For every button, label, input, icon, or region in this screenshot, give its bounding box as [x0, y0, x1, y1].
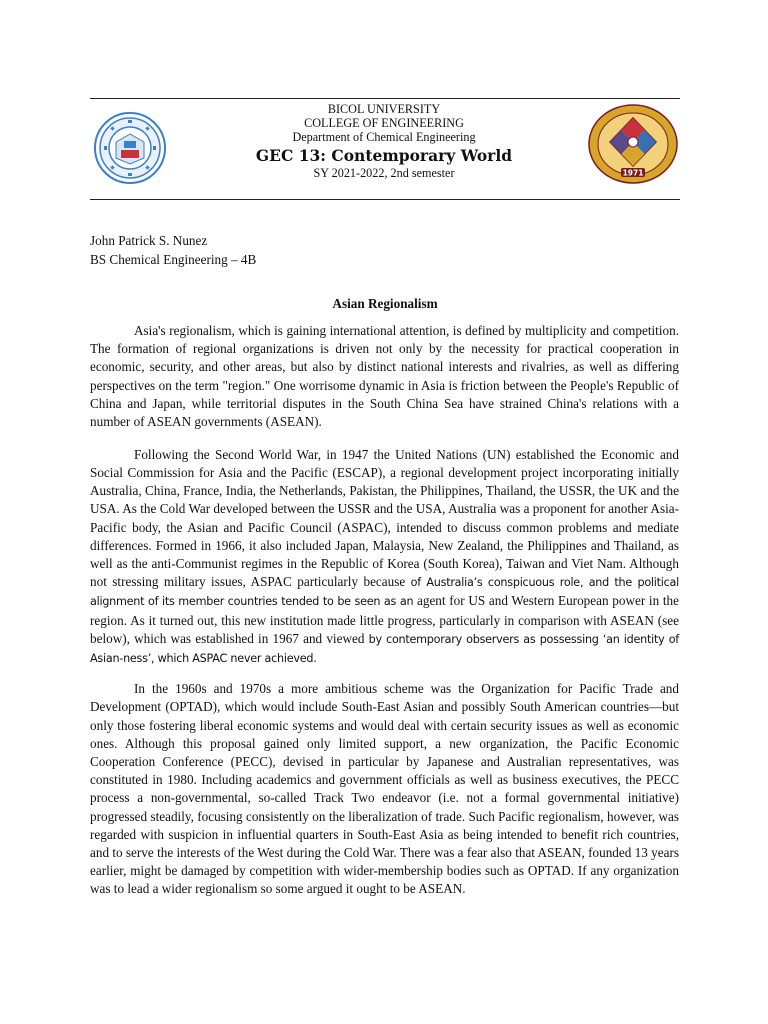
essay-title: Asian Regionalism	[332, 296, 438, 311]
seal-year: 1971	[622, 168, 644, 178]
course-title: GEC 13: Contemporary World	[255, 146, 513, 165]
paragraph-2-part-d: by contemporary observers as possessing ‘an identity of Asian-ness’, which ASPAC never achieved.	[90, 632, 679, 665]
bicol-university-seal-icon	[94, 112, 166, 184]
paragraph-2-part-b: of Australia’s conspicuous role, and the political alignment of its member countries tended to be seen as an	[90, 576, 679, 609]
college-name: COLLEGE OF ENGINEERING	[304, 116, 464, 130]
university-name: BICOL UNIVERSITY	[327, 102, 441, 116]
school-year: SY 2021-2022, 2nd semester	[313, 166, 455, 180]
paragraph-2	[90, 446, 679, 668]
college-of-engineering-seal-icon	[588, 104, 678, 184]
paragraph-1: Asia's regionalism, which is gaining international attention, is defined by multiplicity and competition. The formation of regional organizations is driven not only by the necessity for practical cooperation in economic, security, and other areas, but also by distinct national interests and rivalries, as well as differing perspectives on the term "region." One worrisome dynamic in Asia is friction between the People's Republic of China and Japan, while territorial disputes in the South China Sea have strained China's relations with a number of ASEAN governments (ASEAN).	[90, 323, 679, 430]
header-bottom-rule	[90, 199, 680, 200]
essay-body	[90, 322, 679, 913]
paragraph-3: In the 1960s and 1970s a more ambitious scheme was the Organization for Pacific Trade and Development (OPTAD), which would include South-East Asian and possibly South American countries—but only those fostering liberal economic systems and would deal with certain security issues as well as economic ones. Although this proposal gained only limited support, a new organization, the Pacific Economic Cooperation Conference (PECC), devised in particular by Japanese and Australian representatives, was constituted in 1980. Including academics and government officials as well as business executives, the PECC process a non-governmental, so-called Track Two endeavor (i.e. not a formal governmental initiative) progressed steadily, focusing consistently on the liberalization of trade. Such Pacific regionalism, however, was regarded with suspicion in influential quarters in South-East Asia as being intended to benefit rich countries, and to serve the interests of the West during the Cold War. There was a fear also that ASEAN, founded 13 years earlier, might be damaged by competition with wider-membership bodies such as OPTAD. If any organization was to lead a wider regionalism so some argued it ought to be ASEAN.	[90, 681, 679, 897]
document-header	[220, 102, 548, 180]
department-name: Department of Chemical Engineering	[292, 130, 476, 144]
author-name: John Patrick S. Nunez	[90, 233, 208, 248]
header-top-rule	[90, 98, 680, 99]
paragraph-2-part-a: Following the Second World War, in 1947 the United Nations (UN) established the Economic and Social Commission for Asia and the Pacific (ESCAP), a regional development project incorporating initially Australia, China, France, India, the Netherlands, Pakistan, the Philippines, Thailand, the USSR, the UK and the USA. As the Cold War developed between the USSR and the USA, Australia was a proponent for another Asia-Pacific body, the Asian and Pacific Council (ASPAC), intended to discuss common problems and mediate differences. Formed in 1966, it also included Japan, Malaysia, New Zealand, the Philippines and Thailand, as well as the anti-Communist regimes in the Republic of Korea (South Korea), Taiwan and Viet Nam. Although not stressing military issues, ASPAC particularly because	[90, 446, 679, 590]
paragraph-2-part-c: agent for US and Western European power in the region. As it turned out, this new institution made little progress, particularly in comparison with ASEAN (see below), which was established in 1967 and viewed	[90, 593, 680, 646]
author-block	[90, 231, 256, 269]
author-program: BS Chemical Engineering – 4B	[90, 252, 257, 267]
